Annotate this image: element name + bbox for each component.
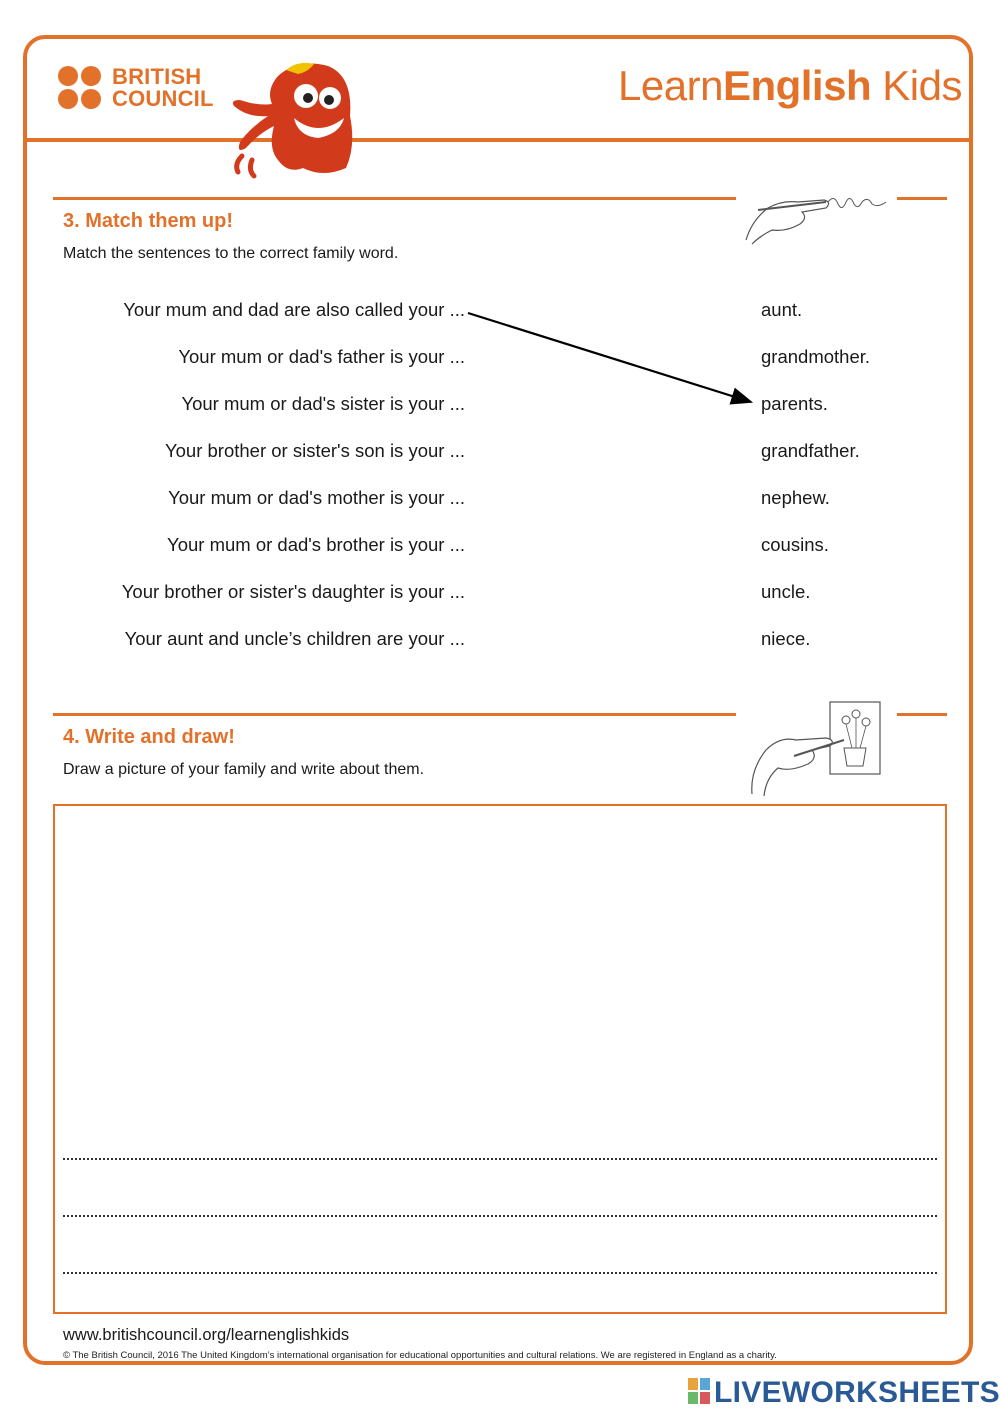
family-word-item[interactable]: uncle. — [761, 581, 811, 602]
family-word-item[interactable]: grandfather. — [761, 440, 860, 461]
header-divider — [25, 138, 973, 142]
writing-hand-icon — [742, 180, 892, 250]
sentence-item[interactable]: Your brother or sister's son is your ... — [164, 440, 465, 461]
sentence-item[interactable]: Your aunt and uncle’s children are your ... — [124, 628, 465, 649]
writing-line[interactable] — [63, 1272, 937, 1274]
sentence-item[interactable]: Your mum or dad's brother is your ... — [167, 534, 465, 555]
liveworksheets-logo — [688, 1376, 1000, 1409]
liveworksheets-blocks-icon — [688, 1378, 710, 1404]
writing-line[interactable] — [63, 1158, 937, 1160]
section3-divider — [53, 197, 736, 200]
drawing-hand-icon — [746, 698, 886, 800]
family-word-item[interactable]: cousins. — [761, 534, 829, 555]
learnenglish-kids-logo: LearnEnglish Kids — [618, 62, 962, 109]
british-council-wordmark: BRITISH COUNCIL — [112, 64, 214, 111]
sentence-item[interactable]: Your mum or dad's mother is your ... — [168, 487, 465, 508]
sentence-item[interactable]: Your mum or dad's father is your ... — [178, 346, 465, 367]
sentence-item[interactable]: Your mum and dad are also called your ... — [123, 299, 465, 320]
footer-copyright: © The British Council, 2016 The United Kingdom’s international organisation for educational opportunities and cultural relations. We are registered in England as a charity. — [63, 1350, 777, 1361]
monster-mascot-icon — [228, 56, 368, 182]
section4-instruction: Draw a picture of your family and write about them. — [63, 761, 425, 778]
section3-title: 3. Match them up! — [63, 210, 234, 232]
sentence-item[interactable]: Your mum or dad's sister is your ... — [181, 393, 465, 414]
liveworksheets-wordmark: LIVEWORKSHEETS — [714, 1376, 1000, 1409]
section4-title: 4. Write and draw! — [63, 726, 235, 748]
section3-divider-right — [897, 197, 947, 200]
british-council-logo — [58, 66, 228, 112]
section3-instruction: Match the sentences to the correct family word. — [63, 245, 399, 262]
drawing-area[interactable] — [53, 804, 947, 1314]
family-word-item[interactable]: nephew. — [761, 487, 830, 508]
british-council-dots-icon — [58, 66, 104, 112]
family-word-item[interactable]: aunt. — [761, 299, 803, 320]
family-word-item[interactable]: grandmother. — [761, 346, 871, 367]
family-word-item[interactable]: niece. — [761, 628, 811, 649]
footer-url: www.britishcouncil.org/learnenglishkids — [63, 1326, 350, 1344]
writing-line[interactable] — [63, 1215, 937, 1217]
sentence-item[interactable]: Your brother or sister's daughter is your ... — [121, 581, 465, 602]
section4-divider-right — [897, 713, 947, 716]
section4-divider — [53, 713, 736, 716]
family-word-item[interactable]: parents. — [761, 393, 828, 414]
